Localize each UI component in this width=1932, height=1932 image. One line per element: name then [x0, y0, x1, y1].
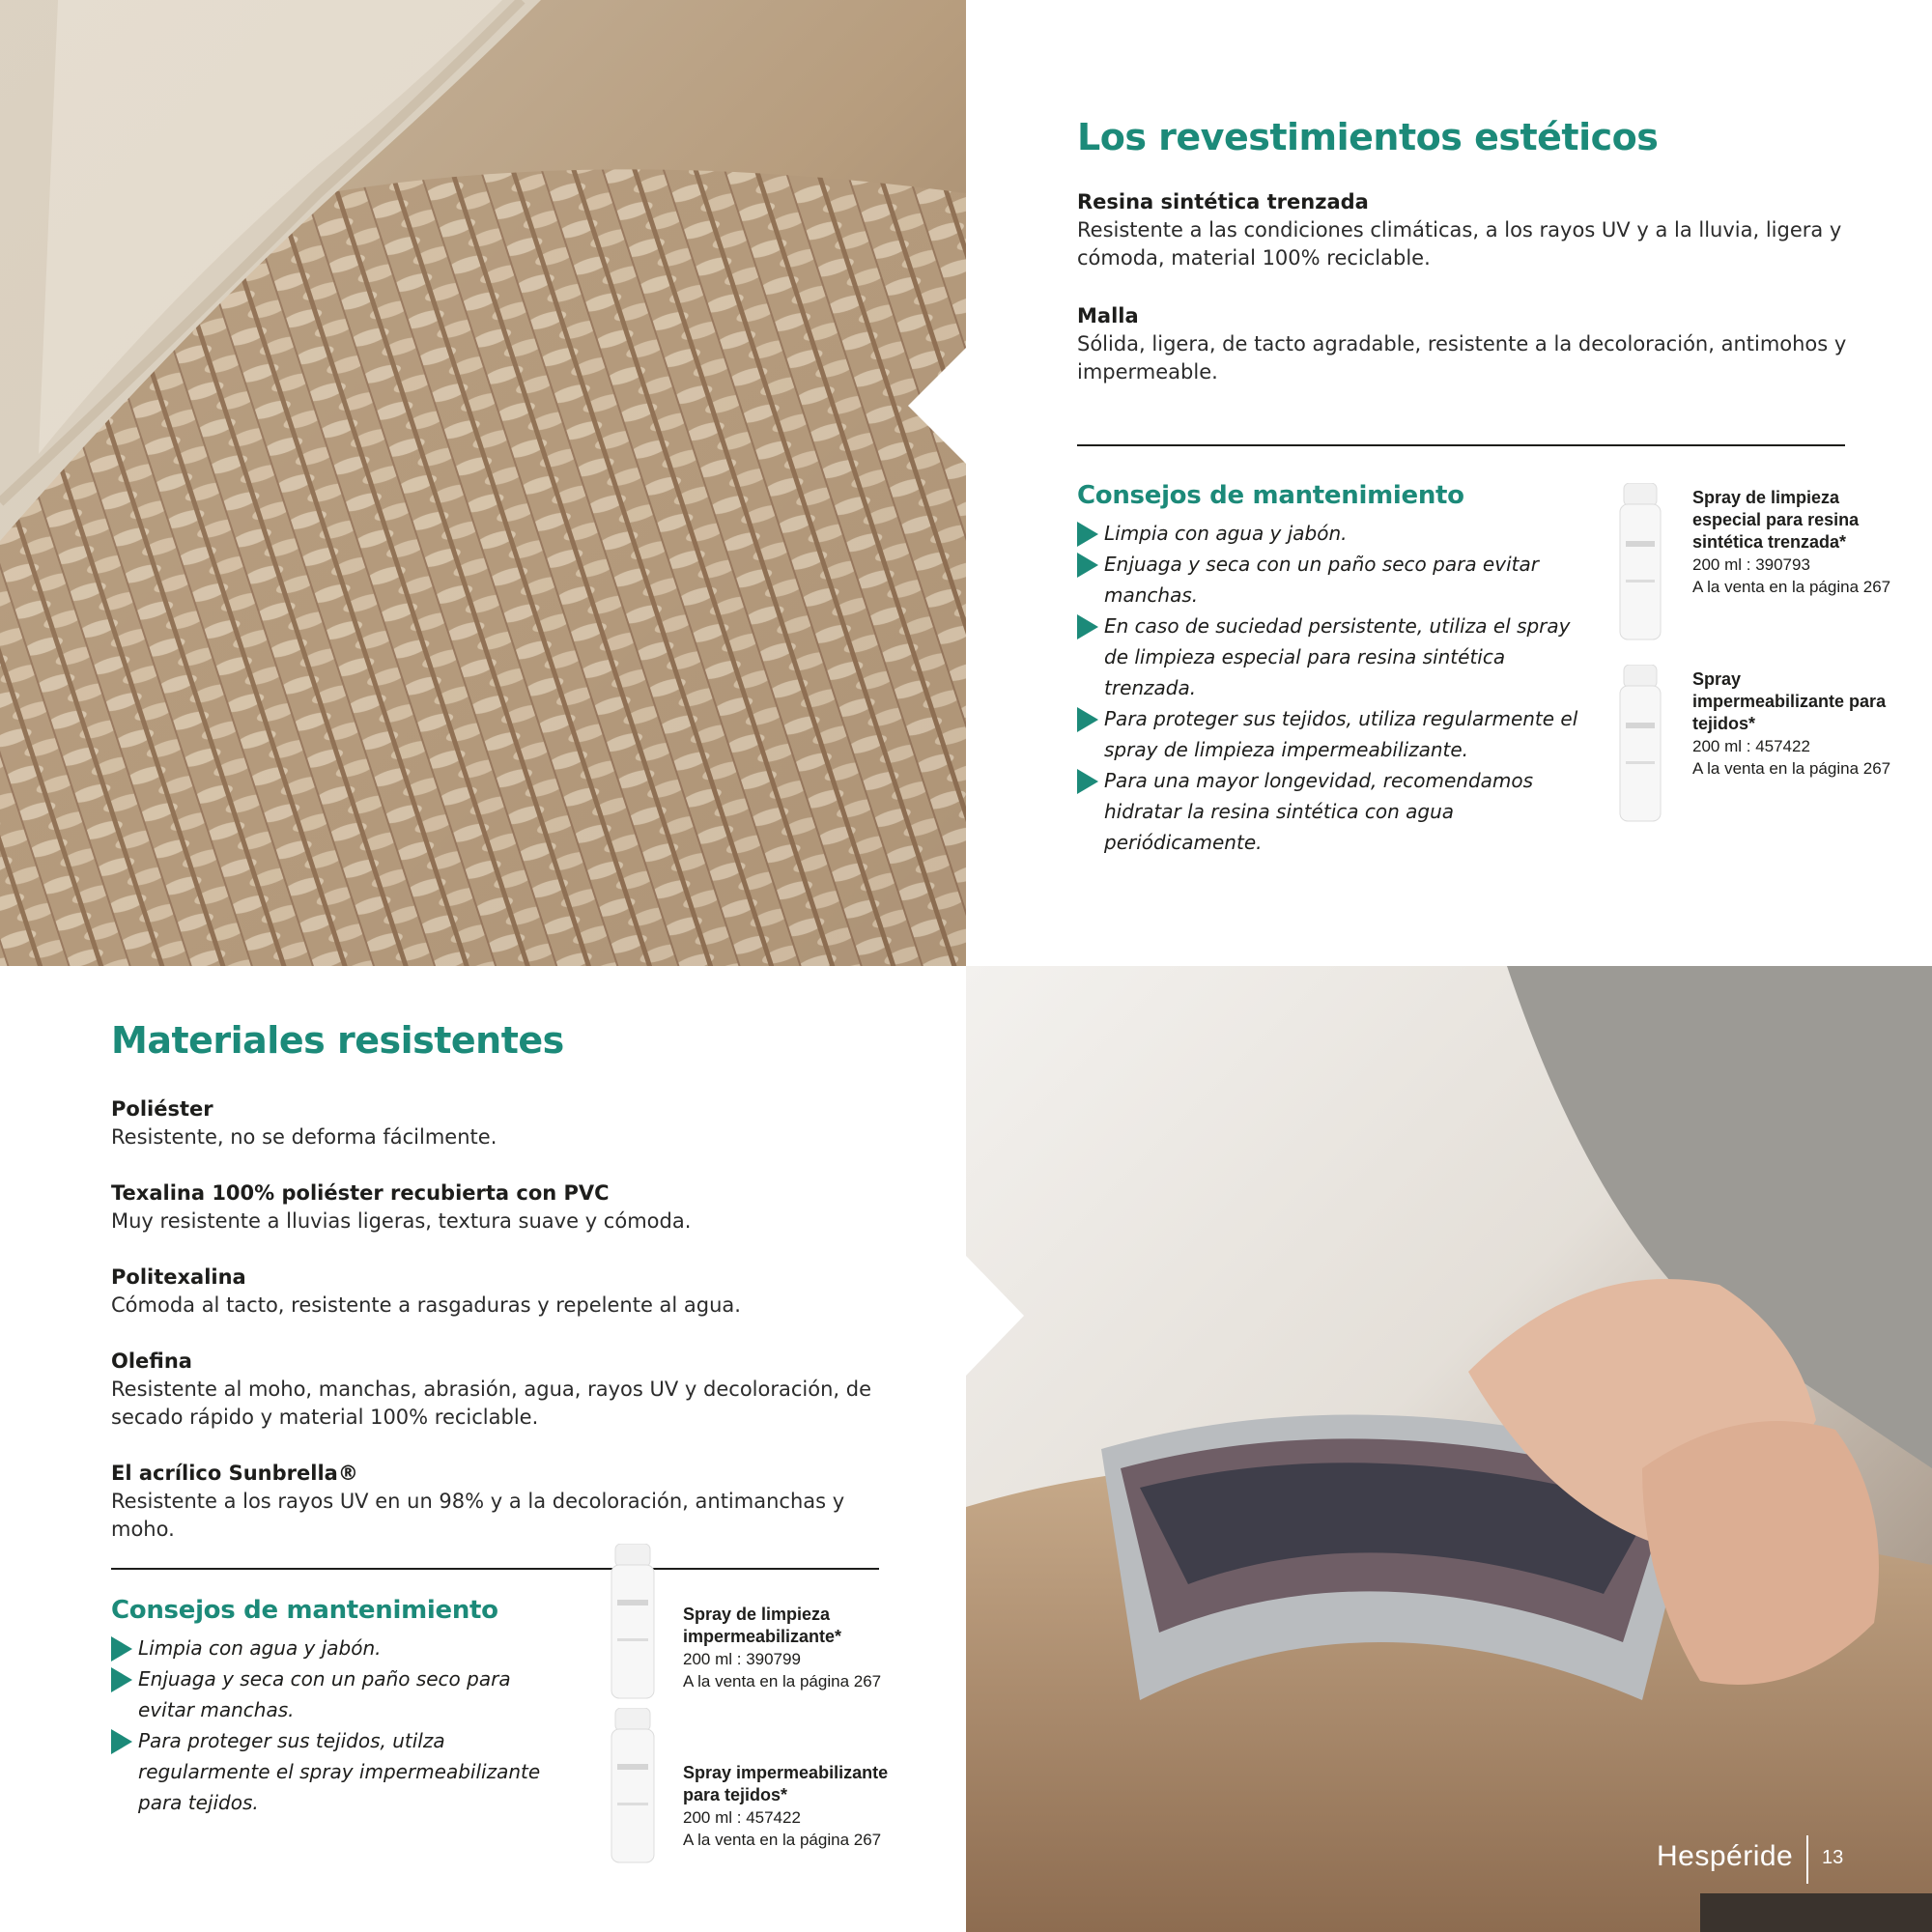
arrow-bullet-icon	[111, 1729, 132, 1754]
material-item	[111, 1263, 903, 1320]
material-description: Sólida, ligera, de tacto agradable, resistente a la decoloración, antimohos y impermeable.	[1077, 332, 1847, 384]
product-reference: 200 ml : 390793	[1692, 555, 1810, 574]
material-item	[111, 1179, 903, 1236]
maintenance-tips	[111, 1596, 565, 1818]
material-name: Texalina 100% poliéster recubierta con PVC	[111, 1181, 610, 1205]
tip-item: Para una mayor longevidad, recomendamos hidratar la resina sintética con agua periódicamente.	[1077, 765, 1599, 858]
arrow-bullet-icon	[1077, 553, 1098, 578]
divider	[1077, 444, 1845, 446]
material-item	[111, 1347, 903, 1432]
material-description: Muy resistente a lluvias ligeras, textura suave y cómoda.	[111, 1209, 692, 1233]
arrow-bullet-icon	[1077, 769, 1098, 794]
product-name: Spray de limpieza especial para resina sintética trenzada*	[1692, 488, 1860, 552]
material-description: Resistente al moho, manchas, abrasión, agua, rayos UV y decoloración, de secado rápido y material 100% reciclable.	[111, 1378, 872, 1429]
product-reference: 200 ml : 390799	[683, 1650, 801, 1668]
tip-item: Para proteger sus tejidos, utiliza regularmente el spray de limpieza impermeabilizante.	[1077, 703, 1599, 765]
product-card	[1611, 483, 1901, 647]
material-name: Resina sintética trenzada	[1077, 190, 1369, 213]
spray-bottle-icon	[608, 1544, 658, 1700]
material-name: Olefina	[111, 1350, 192, 1373]
material-description: Resistente, no se deforma fácilmente.	[111, 1125, 497, 1149]
tip-item: Enjuaga y seca con un paño seco para evitar manchas.	[111, 1663, 565, 1725]
material-name: Politexalina	[111, 1265, 246, 1289]
section-title: Los revestimientos estéticos	[1077, 116, 1659, 158]
product-page: A la venta en la página 267	[1692, 759, 1891, 778]
material-name: Poliéster	[111, 1097, 213, 1121]
tip-item: En caso de suciedad persistente, utiliza el spray de limpieza especial para resina sintética trenzada.	[1077, 611, 1599, 703]
product-name: Spray impermeabilizante para tejidos*	[683, 1763, 889, 1804]
product-card	[604, 1544, 913, 1703]
material-item	[111, 1459, 903, 1544]
product-name: Spray impermeabilizante para tejidos*	[1692, 669, 1887, 733]
fabric-samples-photo	[966, 966, 1932, 1932]
tips-title: Consejos de mantenimiento	[111, 1596, 498, 1625]
product-card	[1611, 665, 1901, 829]
product-page: A la venta en la página 267	[683, 1672, 882, 1690]
material-item	[1077, 301, 1850, 386]
arrow-bullet-icon	[1077, 614, 1098, 639]
arrow-bullet-icon	[1077, 707, 1098, 732]
material-name: Malla	[1077, 304, 1139, 327]
wicker-chair-photo	[0, 0, 966, 966]
arrow-bullet-icon	[111, 1667, 132, 1692]
section-title: Materiales resistentes	[111, 1019, 564, 1062]
decorative-notch	[908, 346, 968, 466]
arrow-bullet-icon	[1077, 522, 1098, 547]
tips-title: Consejos de mantenimiento	[1077, 481, 1464, 510]
product-reference: 200 ml : 457422	[1692, 737, 1810, 755]
section-aesthetic-coatings	[1077, 116, 1850, 386]
material-item	[111, 1094, 903, 1151]
product-name: Spray de limpieza impermeabilizante*	[683, 1605, 842, 1646]
spray-bottle-icon	[1616, 665, 1664, 824]
maintenance-tips	[1077, 481, 1599, 858]
brand-logo: Hespéride	[1657, 1840, 1794, 1872]
decorative-notch	[966, 1256, 1024, 1376]
tip-item: Limpia con agua y jabón.	[111, 1633, 565, 1663]
material-item	[1077, 187, 1850, 272]
material-description: Resistente a los rayos UV en un 98% y a la decoloración, antimanchas y moho.	[111, 1490, 845, 1541]
spray-bottle-icon	[1616, 483, 1664, 642]
section-resistant-materials	[111, 1019, 903, 1544]
product-card	[604, 1708, 913, 1867]
product-page: A la venta en la página 267	[683, 1831, 882, 1849]
material-description: Resistente a las condiciones climáticas, a los rayos UV y a la lluvia, ligera y cómoda, material 100% reciclable.	[1077, 218, 1842, 270]
tip-item: Para proteger sus tejidos, utilza regularmente el spray impermeabilizante para tejidos.	[111, 1725, 565, 1818]
material-description: Cómoda al tacto, resistente a rasgaduras y repelente al agua.	[111, 1293, 741, 1317]
page-number: 13	[1822, 1847, 1844, 1868]
footer-separator	[1806, 1835, 1808, 1884]
tip-item: Enjuaga y seca con un paño seco para evitar manchas.	[1077, 549, 1599, 611]
material-name: El acrílico Sunbrella®	[111, 1462, 358, 1485]
tip-item: Limpia con agua y jabón.	[1077, 518, 1599, 549]
spray-bottle-icon	[608, 1708, 658, 1864]
arrow-bullet-icon	[111, 1636, 132, 1662]
product-reference: 200 ml : 457422	[683, 1808, 801, 1827]
product-page: A la venta en la página 267	[1692, 578, 1891, 596]
